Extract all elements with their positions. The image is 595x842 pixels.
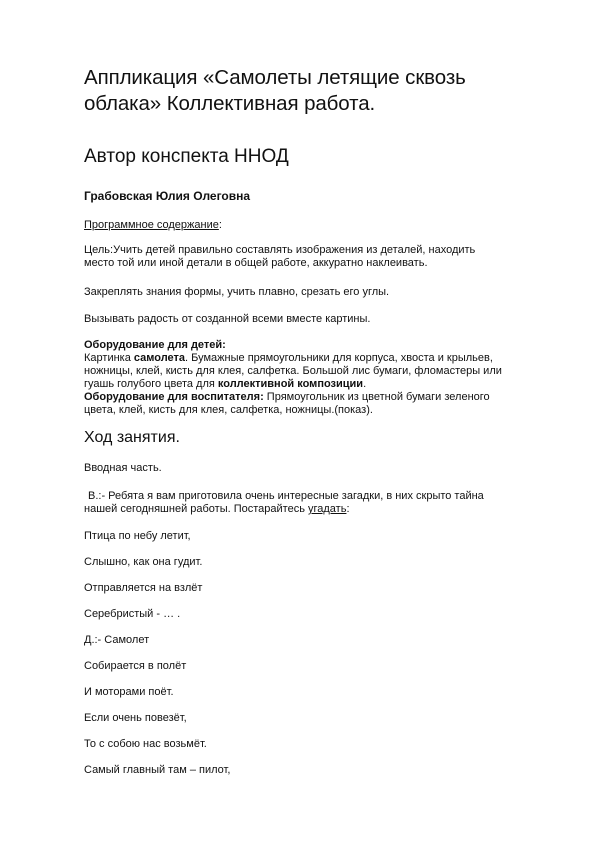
riddle-line: Птица по небу летит, [84,530,191,542]
author-name: Грабовская Юлия Олеговна [84,189,251,203]
title-line-2: облака» Коллективная работа. [84,92,376,115]
task-shapes: Закреплять знания формы, учить плавно, срезать его углы. [84,286,390,298]
teacher-speech-line-2: нашей сегодняшней работы. Постарайтесь угадать: [84,503,350,515]
riddle-line: И моторами поёт. [84,686,174,698]
equipment-section [84,339,554,417]
riddle-line: Отправляется на взлёт [84,582,203,594]
teacher-speech-line-1: В.:- Ребята я вам приготовила очень интересные загадки, в них скрыто тайна [88,490,484,502]
riddle-line: Слышно, как она гудит. [84,556,203,568]
goal-line-2: место той или иной детали в общей работе, аккуратно наклеивать. [84,257,428,269]
title-line-1: Аппликация «Самолеты летящие сквозь [84,66,466,89]
program-colon: : [218,219,222,231]
lesson-heading: Ход занятия. [84,429,180,446]
airplane-word: самолета [133,352,186,364]
equipment-teacher-label: Оборудование для воспитателя: [84,391,264,403]
equipment-teacher-line-1: Оборудование для воспитателя: Прямоугольник из цветной бумаги зеленого [84,391,490,403]
riddle-line: Собирается в полёт [84,660,187,672]
riddle-line: Серебристый - … . [84,608,181,620]
task-joy: Вызывать радость от созданной всеми вместе картины. [84,313,371,325]
author-heading: Автор конспекта ННОД [84,146,289,167]
riddle-line: То с собою нас возьмёт. [84,738,207,750]
equipment-children-label: Оборудование для детей: [84,339,226,351]
program-label: Программное содержание [84,219,219,231]
guess-word: угадать [308,503,347,515]
program-heading [84,219,222,232]
goal-line-1: Цель:Учить детей правильно составлять изображения из деталей, находить [84,244,476,256]
equipment-teacher-line-2: цвета, клей, кисть для клея, салфетка, ножницы.(показ). [84,404,373,416]
intro-part: Вводная часть. [84,462,162,474]
equipment-children-line-2: ножницы, клей, кисть для клея, салфетка. Большой лис бумаги, фломастеры или [84,365,502,377]
children-answer: Д.:- Самолет [84,634,150,646]
riddle-line: Самый главный там – пилот, [84,764,231,776]
equipment-children-line-1: Картинка самолета. Бумажные прямоугольники для корпуса, хвоста и крыльев, [84,352,493,364]
equipment-children-line-3: гуашь голубого цвета для коллективной композиции. [84,378,367,390]
collective-composition: коллективной композиции [217,378,364,390]
riddle-line: Если очень повезёт, [84,712,187,724]
